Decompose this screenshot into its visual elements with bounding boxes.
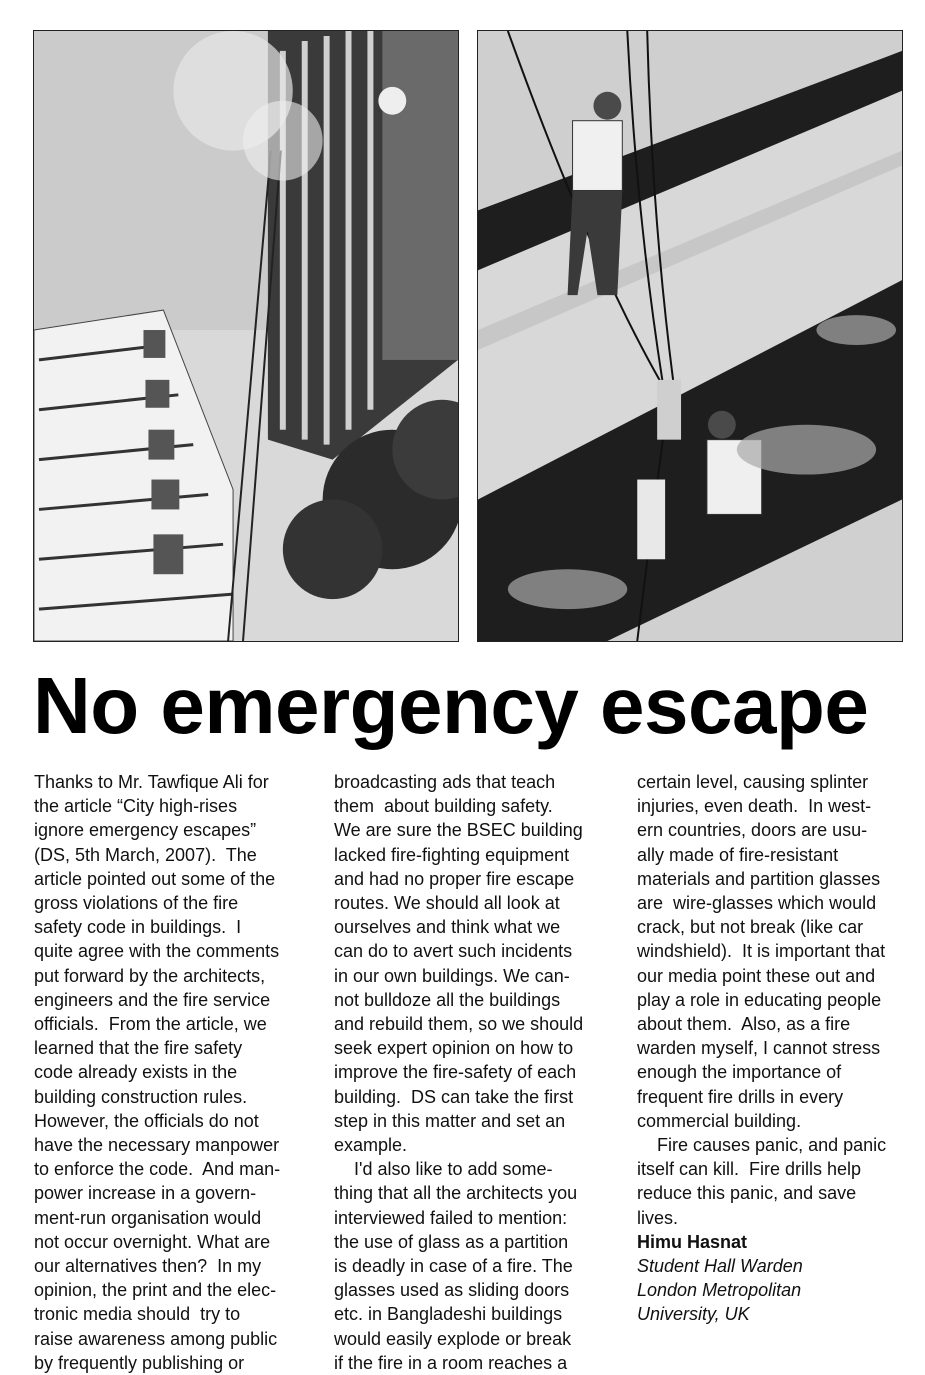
body-text-line: them about building safety. <box>334 796 553 817</box>
body-text-line: to enforce the code. And man- <box>34 1159 281 1180</box>
body-text-line: gross violations of the fire <box>34 893 239 914</box>
body-text-line: I'd also like to add some- <box>334 1159 553 1180</box>
photo-right-rope-escape <box>477 30 903 642</box>
body-text-line: However, the officials do not <box>34 1110 259 1131</box>
body-text-line: step in this matter and set an <box>334 1110 566 1131</box>
body-text-line: if the fire in a room reaches a <box>334 1352 568 1373</box>
signature-location: University, UK <box>637 1304 750 1325</box>
body-text-line: lacked fire-fighting equipment <box>334 844 570 865</box>
text-column-3 <box>637 770 915 1327</box>
body-text-line: learned that the fire safety <box>34 1038 243 1059</box>
signature-org: London Metropolitan <box>637 1280 802 1301</box>
body-text-line: Thanks to Mr. Tawfique Ali for <box>34 772 269 792</box>
body-text-line: building. DS can take the first <box>334 1086 574 1107</box>
body-text-line: tronic media should try to <box>34 1304 241 1325</box>
body-text-line: enough the importance of <box>637 1062 842 1083</box>
body-text-line: Fire causes panic, and panic <box>637 1135 887 1156</box>
text-column-1 <box>34 770 312 1375</box>
body-text-line: frequent fire drills in every <box>637 1086 844 1107</box>
signature-title: Student Hall Warden <box>637 1256 803 1277</box>
body-text-line: safety code in buildings. I <box>34 917 242 938</box>
body-text-line: raise awareness among public <box>34 1328 278 1349</box>
body-text-line: ally made of fire-resistant <box>637 844 839 865</box>
body-text-line: warden myself, I cannot stress <box>637 1038 881 1059</box>
rope-escape-image <box>478 31 902 641</box>
body-text-line: would easily explode or break <box>334 1328 572 1349</box>
body-text-line: article pointed out some of the <box>34 868 276 889</box>
body-text-line: improve the fire-safety of each <box>334 1062 577 1083</box>
body-text-line: the use of glass as a partition <box>334 1231 569 1252</box>
body-text-line: in our own buildings. We can- <box>334 965 570 986</box>
body-text-line: lives. <box>637 1207 679 1228</box>
body-text-line: windshield). It is important that <box>637 941 886 962</box>
body-text-line: example. <box>334 1135 408 1156</box>
body-text-line: code already exists in the <box>34 1062 238 1083</box>
body-text-line: etc. in Bangladeshi buildings <box>334 1304 563 1325</box>
body-text-line: opinion, the print and the elec- <box>34 1280 277 1301</box>
body-text-line: thing that all the architects you <box>334 1183 578 1204</box>
body-text-line: crack, but not break (like car <box>637 917 864 938</box>
body-text-line: about them. Also, as a fire <box>637 1014 851 1035</box>
body-text-line: broadcasting ads that teach <box>334 772 556 792</box>
body-text-line: the article “City high-rises <box>34 796 238 817</box>
body-text-line: by frequently publishing or <box>34 1352 245 1373</box>
photo-left-building-fire <box>33 30 459 642</box>
signature-name: Himu Hasnat <box>637 1231 748 1252</box>
body-text-line: certain level, causing splinter <box>637 772 869 792</box>
building-fire-image <box>34 31 458 641</box>
body-text-line: ourselves and think what we <box>334 917 561 938</box>
body-text-line: can do to avert such incidents <box>334 941 573 962</box>
body-text-line: not bulldoze all the buildings <box>334 989 561 1010</box>
body-text-line: quite agree with the comments <box>34 941 280 962</box>
body-text-line: ern countries, doors are usu- <box>637 820 868 841</box>
body-text-line: have the necessary manpower <box>34 1135 280 1156</box>
body-text-line: put forward by the architects, <box>34 965 266 986</box>
body-text-line: and had no proper fire escape <box>334 868 575 889</box>
body-text-line: are wire-glasses which would <box>637 893 877 914</box>
body-text-line: interviewed failed to mention: <box>334 1207 568 1228</box>
body-text-line: materials and partition glasses <box>637 868 881 889</box>
text-column-2 <box>334 770 612 1375</box>
body-text-line: ment-run organisation would <box>34 1207 262 1228</box>
body-text-line: (DS, 5th March, 2007). The <box>34 844 257 865</box>
body-text-line: injuries, even death. In west- <box>637 796 872 817</box>
body-text-line: not occur overnight. What are <box>34 1231 271 1252</box>
body-text-line: reduce this panic, and save <box>637 1183 857 1204</box>
body-text-line: engineers and the fire service <box>34 989 271 1010</box>
body-text-line: seek expert opinion on how to <box>334 1038 574 1059</box>
body-text-line: power increase in a govern- <box>34 1183 257 1204</box>
body-text-line: building construction rules. <box>34 1086 248 1107</box>
body-text-line: our alternatives then? In my <box>34 1256 262 1277</box>
body-text-line: and rebuild them, so we should <box>334 1014 584 1035</box>
body-text-line: officials. From the article, we <box>34 1014 267 1035</box>
body-text-line: is deadly in case of a fire. The <box>334 1256 573 1277</box>
body-text-line: routes. We should all look at <box>334 893 560 914</box>
body-text-line: our media point these out and <box>637 965 876 986</box>
headline: No emergency escape <box>33 661 869 750</box>
body-text-line: ignore emergency escapes” <box>34 820 257 841</box>
body-text-line: glasses used as sliding doors <box>334 1280 570 1301</box>
body-text-line: play a role in educating people <box>637 989 882 1010</box>
body-text-line: We are sure the BSEC building <box>334 820 583 841</box>
body-text-line: itself can kill. Fire drills help <box>637 1159 862 1180</box>
body-text-line: commercial building. <box>637 1110 802 1131</box>
